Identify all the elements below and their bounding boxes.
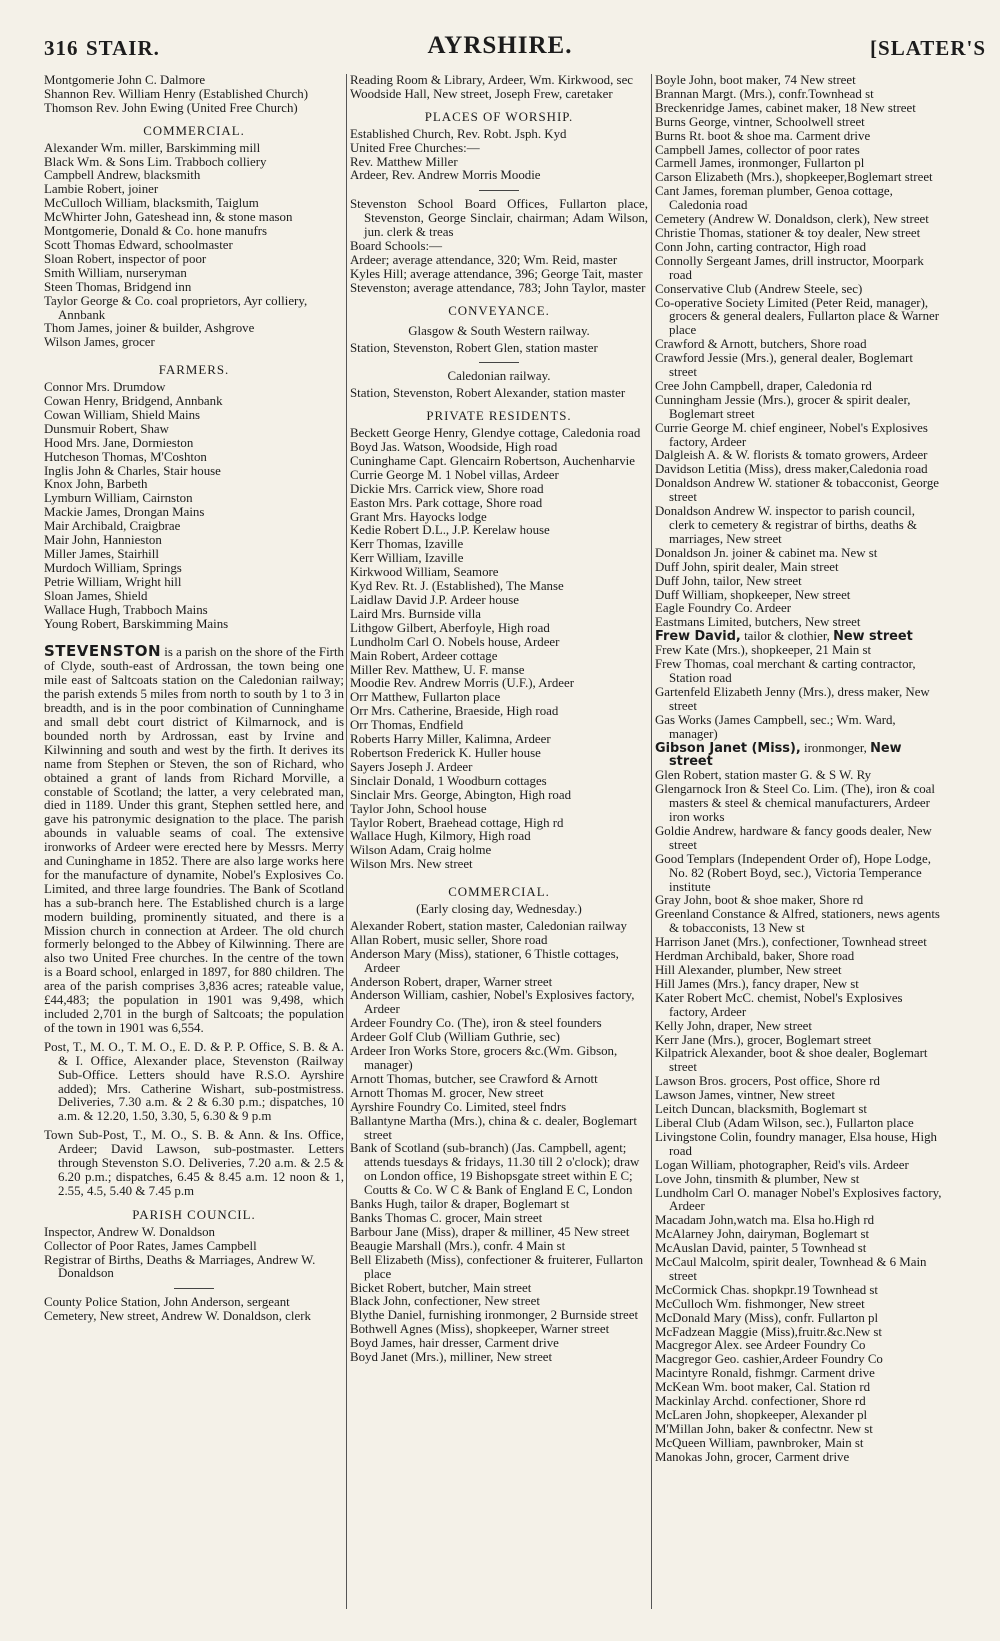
directory-entry: Inspector, Andrew W. Donaldson xyxy=(44,1224,215,1239)
page-title: AYRSHIRE. xyxy=(427,32,573,59)
directory-entry: Kerr William, Izaville xyxy=(350,551,464,566)
directory-entry: Lithgow Gilbert, Aberfoyle, High road xyxy=(350,620,550,635)
directory-entry: Taylor John, School house xyxy=(350,801,487,816)
directory-entry: Wilson Mrs. New street xyxy=(350,857,473,872)
section-heading: PARISH COUNCIL. xyxy=(132,1207,256,1222)
directory-entry: Smith William, nurseryman xyxy=(44,265,187,280)
directory-entry: Murdoch William, Springs xyxy=(44,560,182,575)
top-entries xyxy=(44,74,344,116)
entry-detail: tailor & clothier, xyxy=(744,629,830,644)
directory-entry: McWhirter John, Gateshead inn, & stone mason xyxy=(44,210,293,225)
directory-entry: Woodside Hall, New street, Joseph Frew, caretaker xyxy=(350,86,613,101)
directory-entry: Sloan Robert, inspector of poor xyxy=(44,251,207,266)
directory-entry: Bothwell Agnes (Miss), shopkeeper, Warner street xyxy=(350,1322,610,1337)
directory-entry: Wilson Adam, Craig holme xyxy=(350,843,492,858)
directory-entry: Allan Robert, music seller, Shore road xyxy=(350,932,548,947)
directory-entry: Stevenston; average attendance, 783; John Taylor, master xyxy=(350,280,646,295)
directory-entry: McAlarney John, dairyman, Boglemart st xyxy=(655,1227,870,1242)
directory-entry: County Police Station, John Anderson, sergeant xyxy=(44,1295,290,1310)
town-post-text: Town Sub-Post, T., M. O., S. B. & Ann. & Ins. Office, Ardeer; David Lawson, sub-postmaster. Letters through Stevenston S.O. Deliveries, 7.20 a.m. & 2.5 & 6.20 p.m.; dispatches, 6.45 & 8.45 a.m. 12 noon & 1, 2.55, 4.5, 5.40 & 7.45 p.m xyxy=(44,1128,344,1198)
directory-entry: Hill James (Mrs.), fancy draper, New st xyxy=(655,976,859,991)
directory-entry: Ardeer Iron Works Store, grocers &c.(Wm. Gibson, manager) xyxy=(350,1044,618,1072)
directory-entry: Easton Mrs. Park cottage, Shore road xyxy=(350,495,543,510)
directory-entry: Arnott Thomas, butcher, see Crawford & Arnott xyxy=(350,1071,598,1086)
directory-entry: Brannan Margt. (Mrs.), confr.Townhead st xyxy=(655,86,874,101)
directory-entry: Crawford & Arnott, butchers, Shore road xyxy=(655,337,867,352)
directory-entry: Manokas John, grocer, Carment drive xyxy=(655,1449,850,1464)
commercial-list-a xyxy=(655,74,943,630)
directory-entry: Main Robert, Ardeer cottage xyxy=(350,648,498,663)
directory-entry: Dunsmuir Robert, Shaw xyxy=(44,421,169,436)
running-head-left: STAIR. xyxy=(86,36,160,60)
directory-entry: Dalgleish A. & W. florists & tomato growers, Ardeer xyxy=(655,448,928,463)
directory-entry: Roberts Harry Miller, Kalimna, Ardeer xyxy=(350,732,551,747)
directory-entry: Livingstone Colin, foundry manager, Elsa house, High road xyxy=(655,1129,937,1158)
directory-entry: Taylor George & Co. coal proprietors, Ayr colliery, Annbank xyxy=(44,293,308,322)
private-residents-list xyxy=(350,427,648,872)
directory-entry: Lundholm Carl O. manager Nobel's Explosives factory, Ardeer xyxy=(655,1185,942,1214)
directory-entry: McQueen William, pawnbroker, Main st xyxy=(655,1435,864,1450)
directory-entry: Davidson Letitia (Miss), dress maker,Caledonia road xyxy=(655,462,928,477)
column-2 xyxy=(350,74,648,1614)
directory-entry: Greenland Constance & Alfred, stationers, news agents & tobacconists, 13 New st xyxy=(655,907,940,936)
railway-label: Caledonian railway. xyxy=(447,369,551,384)
directory-entry: Donaldson Andrew W. inspector to parish council, clerk to cemetery & registrar of births, deaths & marriages, New street xyxy=(655,504,918,546)
directory-entry: Goldie Andrew, hardware & fancy goods dealer, New street xyxy=(655,823,932,852)
board-schools-label: Board Schools:— xyxy=(350,239,443,254)
railway-label: Glasgow & South Western railway. xyxy=(408,323,590,338)
directory-entry: Kyd Rev. Rt. J. (Established), The Manse xyxy=(350,579,564,594)
farmers-list xyxy=(44,381,344,631)
directory-entry: McFadzean Maggie (Miss),fruitr.&c.New st xyxy=(655,1324,882,1339)
directory-entry: Ardeer Golf Club (William Guthrie, sec) xyxy=(350,1030,560,1045)
directory-entry: Macadam John,watch ma. Elsa ho.High rd xyxy=(655,1213,875,1228)
directory-entry: Kater Robert McC. chemist, Nobel's Explosives factory, Ardeer xyxy=(655,990,903,1019)
directory-entry: Cunningham Jessie (Mrs.), grocer & spirit dealer, Boglemart street xyxy=(655,392,911,421)
section-heading: FARMERS. xyxy=(158,363,230,378)
directory-entry: Frew Thomas, coal merchant & carting contractor, Station road xyxy=(655,657,916,685)
entry-name: Gibson Janet (Miss), xyxy=(655,740,801,756)
directory-entry: Barbour Jane (Miss), draper & milliner, 45 New street xyxy=(350,1224,630,1239)
directory-entry: Hill Alexander, plumber, New street xyxy=(655,963,842,977)
column-rule xyxy=(346,74,347,1609)
description-text: is a parish on the shore of the Firth of Clyde, south-east of Ardrossan, the town being one mile east of Saltcoats station on the Caledonian railway; the parish extends 5 miles from north to south by 1 to 3 in breadth, and is in the poor combination of Cunninghame and small debt court district of Kilmarnock, and is bounded north by Ardrossan, east by Irvine and Kilwinning and south and west by the firth. It derives its name from Stephen or Steven, the son of Richard, who obtained a grant of lands from Richard Morville, a constable of Scotland; the latter, a very celebrated man, died in 1189. Under this grant, Stephen settled here, and gave his patronymic designation to the place. The parish abounds in valuable seams of coal. The extensive ironworks of Ardeer were erected here by Messrs. Merry and Cuninghame in 1852. There are also large works here for the manufacture of dynamite, Nobel's Explosives Co. Limited, and three large foundries. The Bank of Scotland has a sub-branch here. The Established church is a large modern building, prominently situated, and there is a Mission church in connection at Ardeer. The old church formerly belonged to the Abbey of Kilwinning. There are also two United Free churches. In the centre of the town is a Board school, enlarged in 1897, for 880 children. The area of the parish comprises 3,836 acres; rateable value, £44,483; the population in 1901 was 9,498, which included 2,701 in the burgh of Saltcoats; the population of the town in 1901 was 6,554. xyxy=(44,645,344,1035)
entry-detail: ironmonger, xyxy=(804,740,867,755)
railway-text: Station, Stevenston, Robert Glen, station master xyxy=(350,340,598,355)
entry-street: New street xyxy=(833,629,913,645)
directory-entry: Kyles Hill; average attendance, 396; George Tait, master xyxy=(350,266,643,281)
top-entries xyxy=(350,74,648,102)
directory-entry: Bicket Robert, butcher, Main street xyxy=(350,1280,532,1295)
directory-entry: McCulloch Wm. fishmonger, New street xyxy=(655,1296,865,1311)
directory-entry: Orr Matthew, Fullarton place xyxy=(350,690,501,705)
page-header xyxy=(0,30,1000,64)
directory-entry: Taylor Robert, Braehead cottage, High rd xyxy=(350,815,564,830)
directory-entry: Duff John, tailor, New street xyxy=(655,573,802,588)
directory-entry: Cemetery (Andrew W. Donaldson, clerk), New street xyxy=(655,212,929,227)
directory-entry: Lambie Robert, joiner xyxy=(44,182,159,197)
directory-entry: Sloan James, Shield xyxy=(44,588,148,603)
directory-entry: Banks Thomas C. grocer, Main street xyxy=(350,1210,543,1225)
directory-entry: Blythe Daniel, furnishing ironmonger, 2 Burnside street xyxy=(350,1308,639,1323)
directory-entry: Boyd James, hair dresser, Carment drive xyxy=(350,1336,559,1351)
directory-entry: Leitch Duncan, blacksmith, Boglemart st xyxy=(655,1102,867,1117)
directory-entry: McAuslan David, painter, 5 Townhead st xyxy=(655,1241,867,1256)
directory-entry: Bell Elizabeth (Miss), confectioner & fruiterer, Fullarton place xyxy=(350,1252,644,1281)
directory-entry: Boyle John, boot maker, 74 New street xyxy=(655,74,856,87)
directory-entry: Miller Rev. Matthew, U. F. manse xyxy=(350,662,525,677)
directory-entry: Petrie William, Wright hill xyxy=(44,574,182,589)
directory-entry: Lymburn William, Cairnston xyxy=(44,491,193,506)
directory-entry: Burns George, vintner, Schoolwell street xyxy=(655,114,865,129)
directory-entry: Thom James, joiner & builder, Ashgrove xyxy=(44,321,255,336)
column-3 xyxy=(655,74,943,1614)
directory-entry: Liberal Club (Adam Wilson, sec.), Fullarton place xyxy=(655,1115,914,1130)
directory-entry: Young Robert, Barskimming Mains xyxy=(44,616,229,631)
separator xyxy=(479,362,519,363)
directory-entry: Co-operative Society Limited (Peter Reid, manager), grocers & general dealers, Fullarton place & Warner place xyxy=(655,295,940,338)
page-number: 316 xyxy=(44,36,79,60)
directory-entry: Boyd Janet (Mrs.), milliner, New street xyxy=(350,1350,553,1365)
section-heading: PLACES OF WORSHIP. xyxy=(424,109,574,124)
directory-entry: Logan William, photographer, Reid's vils. Ardeer xyxy=(655,1157,909,1172)
directory-entry: Moodie Rev. Andrew Morris (U.F.), Ardeer xyxy=(350,676,575,691)
directory-entry: Wallace Hugh, Kilmory, High road xyxy=(350,829,531,844)
directory-entry: Currie George M. 1 Nobel villas, Ardeer xyxy=(350,467,559,482)
entry-name: Frew David, xyxy=(655,629,741,645)
directory-entry: Burns Rt. boot & shoe ma. Carment drive xyxy=(655,128,871,143)
directory-entry: Laird Mrs. Burnside villa xyxy=(350,606,482,621)
directory-entry: Herdman Archibald, baker, Shore road xyxy=(655,949,855,964)
directory-entry: Bank of Scotland (sub-branch) (Jas. Campbell, agent; attends tuesdays & fridays, 11.30 till 2 o'clock); draw on London office, 19 Bishopsgate street within E C; Coutts & Co. W C & Bank of England E C, London xyxy=(350,1141,640,1198)
directory-entry: Conn John, carting contractor, High road xyxy=(655,239,867,254)
directory-entry: Hutcheson Thomas, M'Coshton xyxy=(44,449,207,464)
directory-entry: Eastmans Limited, butchers, New street xyxy=(655,615,861,630)
directory-entry: Robertson Frederick K. Huller house xyxy=(350,745,541,760)
directory-entry: Kelly John, draper, New street xyxy=(655,1018,812,1033)
directory-entry: Reading Room & Library, Ardeer, Wm. Kirkwood, sec xyxy=(350,74,634,87)
section-heading: COMMERCIAL. xyxy=(448,885,550,900)
school-board-text: Stevenston School Board Offices, Fullarton place, Stevenston, George Sinclair, chairman; Adam Wilson, jun. clerk & treas xyxy=(350,197,648,240)
directory-entry: Macgregor Geo. cashier,Ardeer Foundry Co xyxy=(655,1352,883,1367)
running-head-right: [SLATER'S xyxy=(870,36,986,60)
directory-entry: Glengarnock Iron & Steel Co. Lim. (The), iron & coal masters & steel & chemical manufacturers, Ardeer iron works xyxy=(655,782,935,825)
directory-entry: Rev. Matthew Miller xyxy=(350,154,458,169)
directory-entry: Lawson Bros. grocers, Post office, Shore rd xyxy=(655,1074,880,1089)
directory-entry: Crawford Jessie (Mrs.), general dealer, Boglemart street xyxy=(655,351,913,380)
section-heading: COMMERCIAL. xyxy=(143,123,245,138)
directory-entry: Anderson Robert, draper, Warner street xyxy=(350,974,553,989)
directory-entry: Campbell James, collector of poor rates xyxy=(655,142,860,157)
directory-entry: McKean Wm. boot maker, Cal. Station rd xyxy=(655,1380,871,1395)
directory-entry: Beaugie Marshall (Mrs.), confr. 4 Main st xyxy=(350,1238,566,1253)
separator xyxy=(479,190,519,191)
directory-entry: Macgregor Alex. see Ardeer Foundry Co xyxy=(655,1338,866,1353)
directory-entry: M'Millan John, baker & confectnr. New st xyxy=(655,1421,873,1436)
column-1 xyxy=(44,74,344,1614)
directory-entry: Wallace Hugh, Trabboch Mains xyxy=(44,602,208,617)
commercial-list xyxy=(44,142,344,351)
section-heading: CONVEYANCE. xyxy=(448,303,550,318)
directory-entry: Duff John, spirit dealer, Main street xyxy=(655,559,839,574)
place-name: STEVENSTON xyxy=(44,642,162,661)
directory-entry: Dickie Mrs. Carrick view, Shore road xyxy=(350,481,544,496)
directory-entry: Alexander Wm. miller, Barskimming mill xyxy=(44,140,261,155)
directory-entry: Macintyre Ronald, fishmgr. Carment drive xyxy=(655,1366,875,1381)
directory-entry: Alexander Robert, station master, Caledonian railway xyxy=(350,918,627,933)
directory-entry: Orr Mrs. Catherine, Braeside, High road xyxy=(350,704,559,719)
board-schools-list xyxy=(350,254,648,296)
separator xyxy=(174,1288,214,1289)
directory-entry: Grant Mrs. Hayocks lodge xyxy=(350,509,487,524)
directory-entry: Currie George M. chief engineer, Nobel's Explosives factory, Ardeer xyxy=(655,420,928,449)
directory-entry: Thomson Rev. John Ewing (United Free Church) xyxy=(44,100,298,115)
post-office-text: Post, T., M. O., T. M. O., E. D. & P. P. Office, S. B. & A. & I. Office, Alexander place, Stevenston (Railway Sub-Office. Letters should have R.S.O. Ayrshire added); Mrs. Catherine Wishart, sub-postmistress. Deliveries, 7.30 a.m. & 2 & 6.30 p.m.; dispatches, 10 a.m. & 12.20, 1.50, 3.30, 5, 6.30 & 9 p.m xyxy=(44,1039,344,1124)
directory-entry: Cuninghame Capt. Glencairn Robertson, Auchenharvie xyxy=(350,453,635,468)
directory-entry: Orr Thomas, Endfield xyxy=(350,718,464,733)
directory-entry: Mair John, Hannieston xyxy=(44,533,162,548)
directory-entry: Christie Thomas, stationer & toy dealer, New street xyxy=(655,225,921,240)
directory-entry: Boyd Jas. Watson, Woodside, High road xyxy=(350,440,558,455)
directory-entry: Donaldson Jn. joiner & cabinet ma. New st xyxy=(655,545,878,560)
directory-entry: Black John, confectioner, New street xyxy=(350,1294,540,1309)
directory-entry: Shannon Rev. William Henry (Established Church) xyxy=(44,86,309,101)
directory-entry: Ardeer; average attendance, 320; Wm. Reid, master xyxy=(350,252,618,267)
directory-entry: Beckett George Henry, Glendye cottage, Caledonia road xyxy=(350,426,641,441)
directory-entry: Mackie James, Drongan Mains xyxy=(44,505,205,520)
directory-entry: Mackinlay Archd. confectioner, Shore rd xyxy=(655,1394,866,1409)
directory-entry: Breckenridge James, cabinet maker, 18 New street xyxy=(655,100,916,115)
worship-list xyxy=(350,128,648,184)
directory-entry: Mair Archibald, Craigbrae xyxy=(44,519,181,534)
directory-entry: Love John, tinsmith & plumber, New st xyxy=(655,1171,860,1186)
directory-entry: Sayers Joseph J. Ardeer xyxy=(350,759,473,774)
directory-entry: Lawson James, vintner, New street xyxy=(655,1088,835,1103)
directory-entry: Registrar of Births, Deaths & Marriages, Andrew W. Donaldson xyxy=(44,1252,316,1281)
directory-entry: United Free Churches:— xyxy=(350,140,480,155)
directory-entry: Miller James, Stairhill xyxy=(44,547,159,561)
directory-entry: Black Wm. & Sons Lim. Trabboch colliery xyxy=(44,154,267,169)
directory-entry: Campbell Andrew, blacksmith xyxy=(44,168,201,183)
directory-entry: Cowan Henry, Bridgend, Annbank xyxy=(44,394,223,409)
directory-entry: Ardeer Foundry Co. (The), iron & steel founders xyxy=(350,1016,602,1031)
directory-entry: Gartenfeld Elizabeth Jenny (Mrs.), dress maker, New street xyxy=(655,684,930,713)
entry-street: New street xyxy=(669,740,902,770)
column-rule xyxy=(651,74,652,1609)
directory-entry: Established Church, Rev. Robt. Jsph. Kyd xyxy=(350,126,567,141)
directory-entry: Gray John, boot & shoe maker, Shore rd xyxy=(655,893,864,908)
directory-entry: Sinclair Mrs. George, Abington, High road xyxy=(350,787,572,802)
commercial-list-b xyxy=(655,644,943,741)
directory-entry: Cemetery, New street, Andrew W. Donaldson, clerk xyxy=(44,1309,311,1324)
section-subheading: (Early closing day, Wednesday.) xyxy=(416,902,582,917)
directory-entry: Connolly Sergeant James, drill instructor, Moorpark road xyxy=(655,253,924,282)
stevenston-description xyxy=(44,642,344,1198)
directory-entry: Eagle Foundry Co. Ardeer xyxy=(655,601,792,616)
directory-entry: Ballantyne Martha (Mrs.), china & c. dealer, Boglemart street xyxy=(350,1113,637,1142)
directory-entry: Cowan William, Shield Mains xyxy=(44,407,201,422)
directory-entry: Laidlaw David J.P. Ardeer house xyxy=(350,593,519,607)
directory-entry: Steen Thomas, Bridgend inn xyxy=(44,279,192,294)
directory-entry: Harrison Janet (Mrs.), confectioner, Townhead street xyxy=(655,935,927,950)
directory-entry: Montgomerie John C. Dalmore xyxy=(44,74,206,87)
directory-entry: Montgomerie, Donald & Co. hone manufrs xyxy=(44,224,268,239)
directory-entry: Good Templars (Independent Order of), Hope Lodge, No. 82 (Robert Boyd, sec.), Victoria Temperance institute xyxy=(655,851,931,894)
directory-entry: Lundholm Carl O. Nobels house, Ardeer xyxy=(350,634,560,649)
directory-entry: McLaren John, shopkeeper, Alexander pl xyxy=(655,1408,868,1422)
directory-entry: Knox John, Barbeth xyxy=(44,477,148,492)
directory-entry: Gas Works (James Campbell, sec.; Wm. Ward, manager) xyxy=(655,712,896,741)
directory-entry: McCulloch William, blacksmith, Taiglum xyxy=(44,196,259,211)
directory-entry: Sinclair Donald, 1 Woodburn cottages xyxy=(350,773,547,788)
directory-entry: Kedie Robert D.L., J.P. Kerelaw house xyxy=(350,523,550,538)
directory-entry: Connor Mrs. Drumdow xyxy=(44,380,166,395)
directory-entry: Banks Hugh, tailor & draper, Boglemart st xyxy=(350,1197,570,1212)
railway-text: Station, Stevenston, Robert Alexander, station master xyxy=(350,386,626,401)
directory-entry: Donaldson Andrew W. stationer & tobacconist, George street xyxy=(655,476,940,505)
bottom-list xyxy=(44,1296,344,1324)
directory-entry: Kerr Thomas, Izaville xyxy=(350,537,464,552)
directory-entry: Kilpatrick Alexander, boot & shoe dealer, Boglemart street xyxy=(655,1046,928,1075)
directory-entry: Cant James, foreman plumber, Genoa cottage, Caledonia road xyxy=(655,184,893,213)
directory-entry: Kerr Jane (Mrs.), grocer, Boglemart street xyxy=(655,1032,872,1047)
directory-entry: Scott Thomas Edward, schoolmaster xyxy=(44,237,233,252)
directory-entry-bold xyxy=(655,742,943,770)
directory-entry: Anderson Mary (Miss), stationer, 6 Thistle cottages, Ardeer xyxy=(350,946,619,975)
directory-entry: Conservative Club (Andrew Steele, sec) xyxy=(655,281,863,296)
directory-entry: Cree John Campbell, draper, Caledonia rd xyxy=(655,378,872,393)
directory-entry: Inglis John & Charles, Stair house xyxy=(44,463,221,478)
directory-entry: Kirkwood William, Seamore xyxy=(350,565,499,580)
directory-entry: Ardeer, Rev. Andrew Morris Moodie xyxy=(350,168,541,183)
directory-entry: Collector of Poor Rates, James Campbell xyxy=(44,1238,257,1253)
directory-entry: McCormick Chas. shopkpr.19 Townhead st xyxy=(655,1282,878,1297)
directory-entry: Carmell James, ironmonger, Fullarton pl xyxy=(655,156,865,171)
directory-entry: Hood Mrs. Jane, Dormieston xyxy=(44,435,194,450)
directory-entry: Wilson James, grocer xyxy=(44,335,155,350)
directory-entry: Arnott Thomas M. grocer, New street xyxy=(350,1085,544,1100)
directory-entry: McCaul Malcolm, spirit dealer, Townhead & 6 Main street xyxy=(655,1255,927,1283)
directory-entry: Glen Robert, station master G. & S W. Ry xyxy=(655,768,872,783)
parish-list xyxy=(44,1226,344,1282)
directory-entry: Duff William, shopkeeper, New street xyxy=(655,587,851,602)
directory-entry: McDonald Mary (Miss), confr. Fullarton pl xyxy=(655,1310,879,1325)
directory-entry: Frew Kate (Mrs.), shopkeeper, 21 Main st xyxy=(655,643,872,658)
directory-entry-bold xyxy=(655,630,943,644)
directory-entry: Ayrshire Foundry Co. Limited, steel fndrs xyxy=(350,1099,567,1114)
section-heading: PRIVATE RESIDENTS. xyxy=(426,409,572,424)
commercial-list-c xyxy=(655,769,943,1464)
commercial-list xyxy=(350,920,648,1365)
directory-entry: Anderson William, cashier, Nobel's Explosives factory, Ardeer xyxy=(350,988,635,1017)
directory-entry: Carson Elizabeth (Mrs.), shopkeeper,Boglemart street xyxy=(655,170,933,185)
